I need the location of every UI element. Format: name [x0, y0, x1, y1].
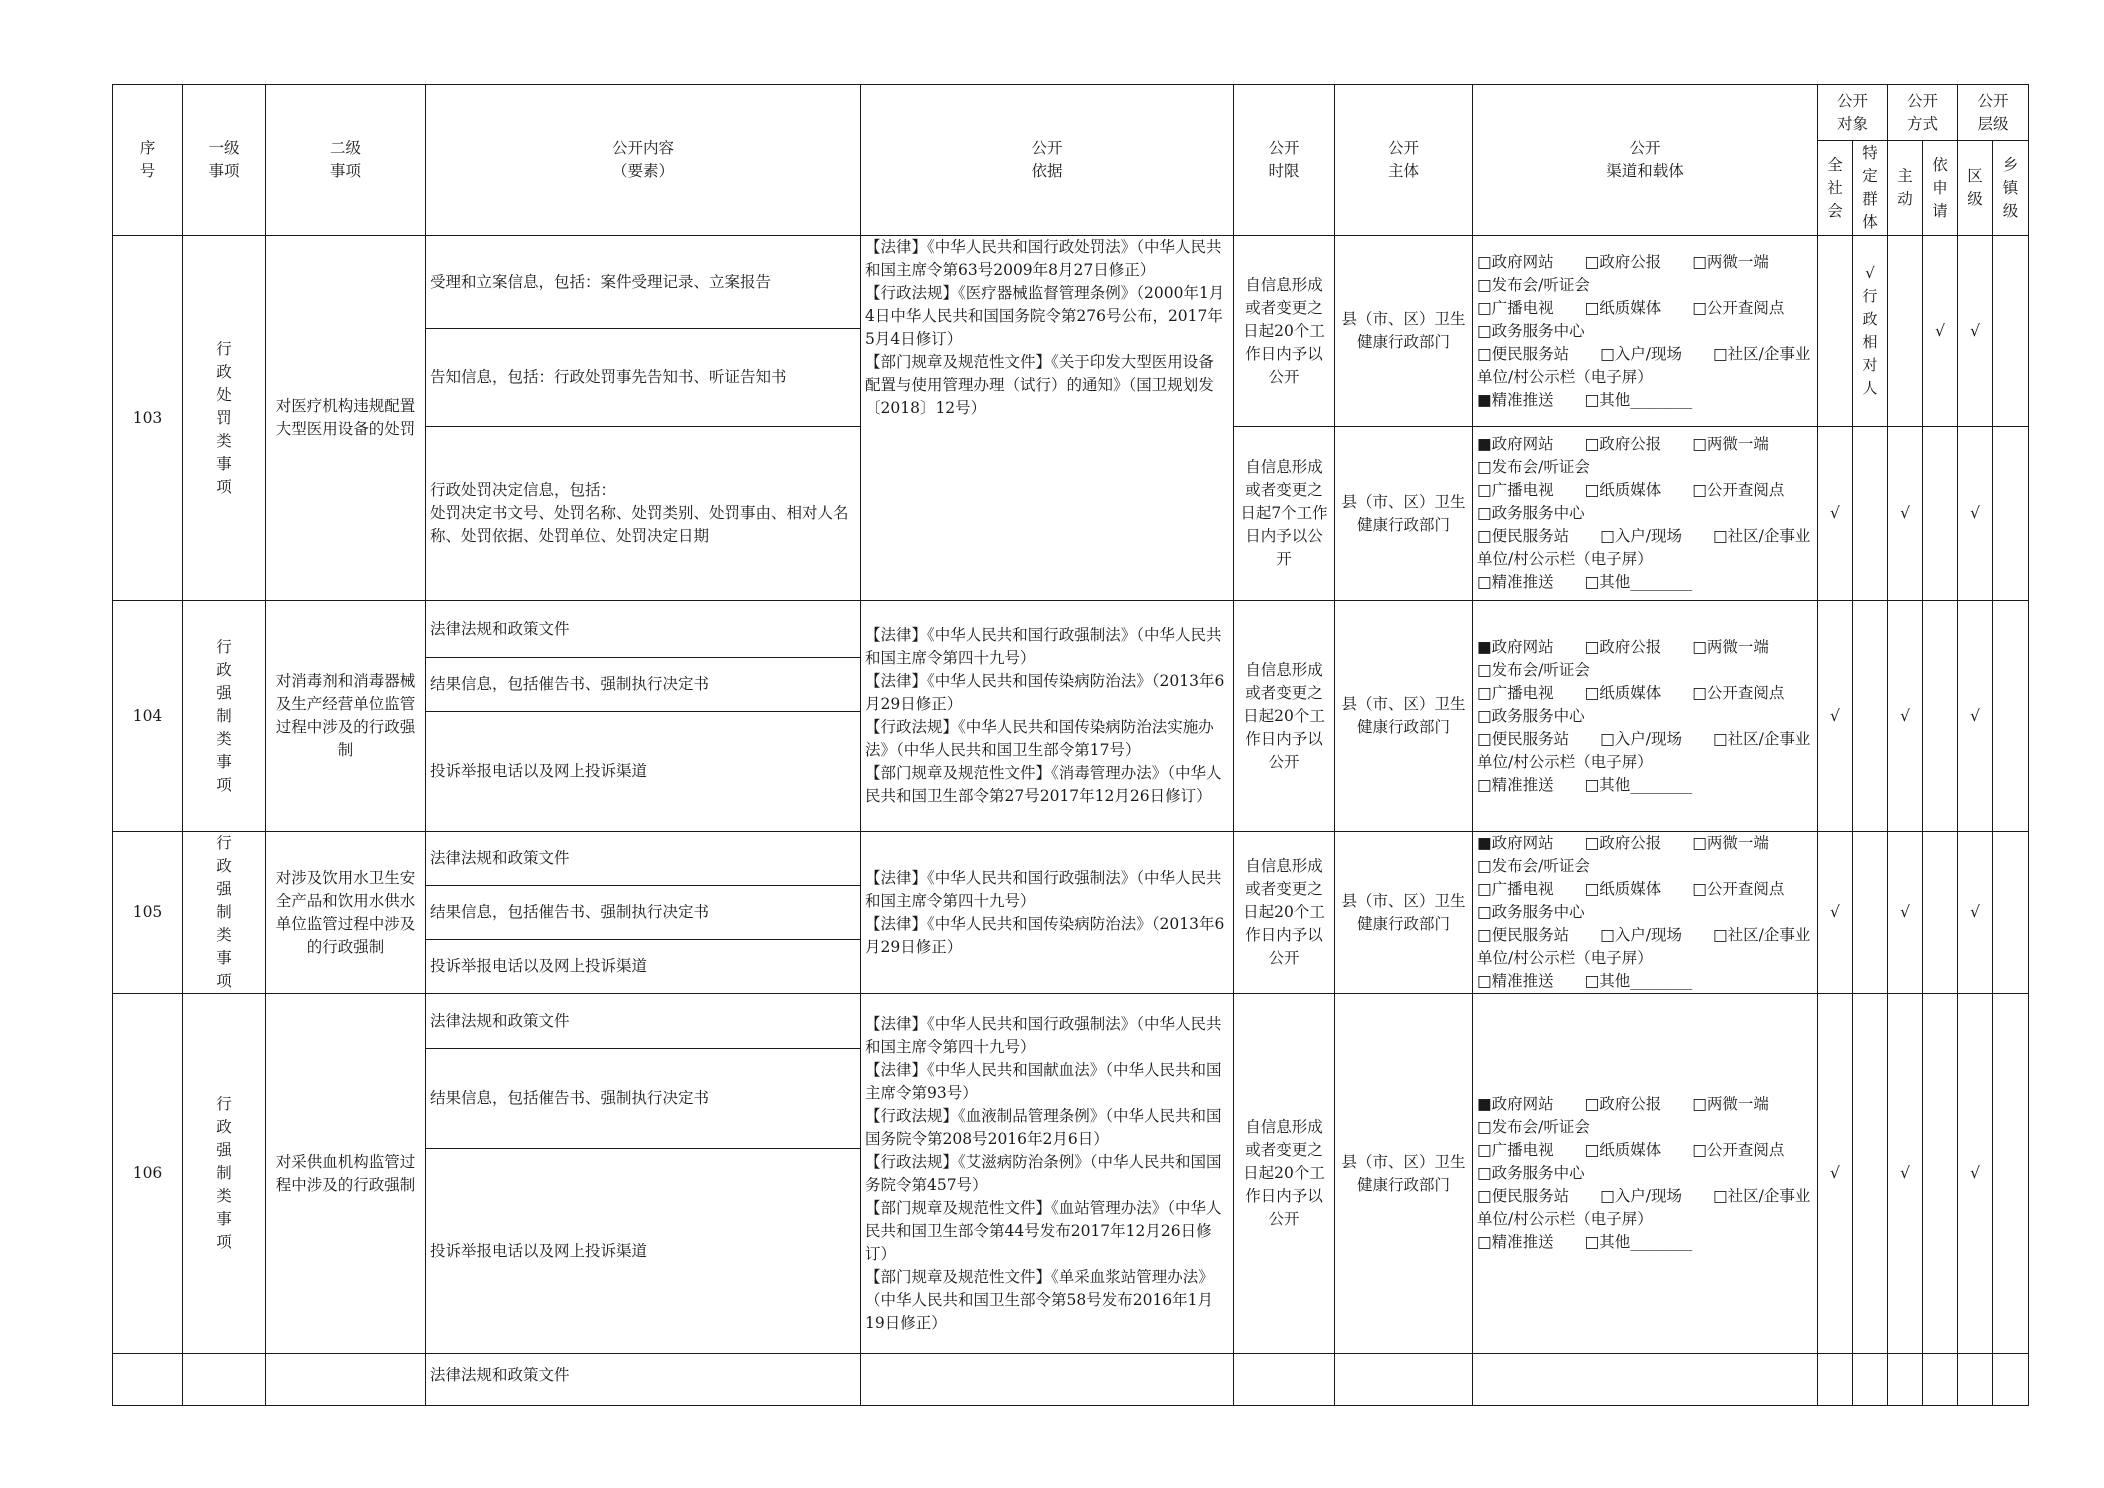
mark-lvl-town	[1993, 832, 2029, 994]
row-content: 结果信息，包括催告书、强制执行决定书	[426, 1049, 861, 1149]
row-content: 结果信息，包括催告书、强制执行决定书	[426, 658, 861, 712]
header-time-limit: 公开 时限	[1234, 85, 1335, 236]
header-subject: 公开 主体	[1335, 85, 1473, 236]
header-seq: 序 号	[113, 85, 183, 236]
row-time-limit: 自信息形成或者变更之日起20个工作日内予以公开	[1234, 994, 1335, 1354]
row-content: 法律法规和政策文件	[426, 994, 861, 1049]
row-content: 法律法规和政策文件	[426, 601, 861, 658]
header-basis: 公开 依据	[861, 85, 1234, 236]
header-mode-group: 公开 方式	[1888, 85, 1958, 141]
table-row	[113, 236, 2029, 329]
row-content: 行政处罚决定信息，包括： 处罚决定书文号、处罚名称、处罚类别、处罚事由、相对人名称、处罚依据、处罚单位、处罚决定日期	[426, 427, 861, 601]
mark-lvl-town	[1993, 601, 2029, 832]
mark-lvl-town	[1993, 427, 2029, 601]
header-obj-all: 全社会	[1827, 155, 1843, 220]
mark-obj-all: √	[1818, 994, 1853, 1354]
mark-lvl-district: √	[1958, 832, 1993, 994]
mark-lvl-district: √	[1958, 601, 1993, 832]
row-time-limit: 自信息形成或者变更之日起20个工作日内予以公开	[1234, 832, 1335, 994]
row-basis: 【法律】《中华人民共和国行政强制法》（中华人民共和国主席令第四十九号） 【法律】《中华人民共和国献血法》（中华人民共和国主席令第93号） 【行政法规】《血液制品管理条例》（中华人民共和国国务院令第208号2016年2月6日） 【行政法规】《艾滋病防治条例》（中华人民共和国国务院令第457号） 【部门规章及规范性文件】《血站管理办法》（中华人民共和国卫生部令第44号发布2017年12月26日修订） 【部门规章及规范性文件】《单采血浆站管理办法》（中华人民共和国卫生部令第58号发布2016年1月19日修正）	[861, 994, 1234, 1354]
row-seq: 104	[113, 601, 183, 832]
row-subject: 县（市、区）卫生健康行政部门	[1335, 832, 1473, 994]
row-time-limit: 自信息形成或者变更之日起20个工作日内予以公开	[1234, 601, 1335, 832]
mark-obj-all: √	[1818, 601, 1853, 832]
header-object-group: 公开 对象	[1818, 85, 1888, 141]
row-subject: 县（市、区）卫生健康行政部门	[1335, 601, 1473, 832]
table-row	[113, 832, 2029, 886]
row-level1: 行政强制类事项	[216, 1095, 232, 1251]
header-mode-apply: 依申请	[1932, 155, 1948, 220]
mark-mode-active: √	[1888, 832, 1923, 994]
table-row	[113, 601, 2029, 658]
mark-mode-apply: √	[1923, 236, 1958, 427]
row-level2: 对消毒剂和消毒器械及生产经营单位监管过程中涉及的行政强制	[266, 601, 426, 832]
mark-obj-specific	[1853, 994, 1888, 1354]
table-row-partial	[113, 1354, 2029, 1406]
row-content: 受理和立案信息，包括：案件受理记录、立案报告	[426, 236, 861, 329]
mark-obj-specific	[1853, 601, 1888, 832]
mark-lvl-district: √	[1958, 994, 1993, 1354]
row-content: 法律法规和政策文件	[426, 832, 861, 886]
mark-mode-apply	[1923, 994, 1958, 1354]
row-channel: ■政府网站 □政府公报 □两微一端 □发布会/听证会 □广播电视 □纸质媒体 □公开查阅点 □政务服务中心 □便民服务站 □入户/现场 □社区/企事业单位/村公示栏（电子屏） □精准推送 □其他________	[1473, 832, 1818, 994]
row-time-limit: 自信息形成或者变更之日起20个工作日内予以公开	[1234, 236, 1335, 427]
mark-lvl-town	[1993, 994, 2029, 1354]
header-channel: 公开 渠道和载体	[1473, 85, 1818, 236]
row-level2: 对涉及饮用水卫生安全产品和饮用水供水单位监管过程中涉及的行政强制	[266, 832, 426, 994]
row-channel: □政府网站 □政府公报 □两微一端 □发布会/听证会 □广播电视 □纸质媒体 □公开查阅点 □政务服务中心 □便民服务站 □入户/现场 □社区/企事业单位/村公示栏（电子屏） ■精准推送 □其他________	[1473, 236, 1818, 427]
row-level2: 对采供血机构监管过程中涉及的行政强制	[266, 994, 426, 1354]
row-content: 法律法规和政策文件	[426, 1354, 861, 1406]
row-subject: 县（市、区）卫生健康行政部门	[1335, 236, 1473, 427]
row-channel: ■政府网站 □政府公报 □两微一端 □发布会/听证会 □广播电视 □纸质媒体 □公开查阅点 □政务服务中心 □便民服务站 □入户/现场 □社区/企事业单位/村公示栏（电子屏） □精准推送 □其他________	[1473, 427, 1818, 601]
row-seq: 105	[113, 832, 183, 994]
header-level1: 一级 事项	[183, 85, 266, 236]
mark-obj-all	[1818, 236, 1853, 427]
mark-mode-apply	[1923, 601, 1958, 832]
row-time-limit: 自信息形成或者变更之日起7个工作日内予以公开	[1234, 427, 1335, 601]
row-channel: ■政府网站 □政府公报 □两微一端 □发布会/听证会 □广播电视 □纸质媒体 □公开查阅点 □政务服务中心 □便民服务站 □入户/现场 □社区/企事业单位/村公示栏（电子屏） □精准推送 □其他________	[1473, 994, 1818, 1354]
row-content: 投诉举报电话以及网上投诉渠道	[426, 1149, 861, 1354]
header-lvl-district: 区级	[1967, 167, 1983, 208]
mark-obj-all: √	[1818, 427, 1853, 601]
disclosure-table	[112, 84, 2029, 1406]
mark-mode-apply	[1923, 427, 1958, 601]
row-content: 投诉举报电话以及网上投诉渠道	[426, 940, 861, 994]
row-basis: 【法律】《中华人民共和国行政强制法》（中华人民共和国主席令第四十九号） 【法律】《中华人民共和国传染病防治法》（2013年6月29日修正）	[861, 832, 1234, 994]
mark-mode-active: √	[1888, 427, 1923, 601]
row-channel: ■政府网站 □政府公报 □两微一端 □发布会/听证会 □广播电视 □纸质媒体 □公开查阅点 □政务服务中心 □便民服务站 □入户/现场 □社区/企事业单位/村公示栏（电子屏） □精准推送 □其他________	[1473, 601, 1818, 832]
row-seq: 106	[113, 994, 183, 1354]
header-level2: 二级 事项	[266, 85, 426, 236]
row-level2: 对医疗机构违规配置大型医用设备的处罚	[266, 236, 426, 601]
mark-mode-active: √	[1888, 601, 1923, 832]
mark-mode-active: √	[1888, 994, 1923, 1354]
row-basis: 【法律】《中华人民共和国行政处罚法》（中华人民共和国主席令第63号2009年8月27日修正） 【行政法规】《医疗器械监督管理条例》（2000年1月4日中华人民共和国国务院令第276号公布，2017年5月4日修订） 【部门规章及规范性文件】《关于印发大型医用设备配置与使用管理办理（试行）的通知》（国卫规划发〔2018〕12号）	[861, 236, 1234, 601]
header-content: 公开内容 （要素）	[426, 85, 861, 236]
row-level1: 行政强制类事项	[216, 834, 232, 990]
mark-obj-specific: √行政相对人	[1862, 264, 1878, 397]
mark-lvl-district: √	[1958, 427, 1993, 601]
header-obj-specific: 特定群体	[1862, 144, 1878, 231]
mark-obj-all: √	[1818, 832, 1853, 994]
mark-lvl-town	[1993, 236, 2029, 427]
mark-lvl-district: √	[1958, 236, 1993, 427]
row-seq: 103	[113, 236, 183, 601]
header-level-group: 公开 层级	[1958, 85, 2029, 141]
mark-obj-specific	[1853, 427, 1888, 601]
row-subject: 县（市、区）卫生健康行政部门	[1335, 427, 1473, 601]
table-row	[113, 994, 2029, 1049]
row-content: 告知信息，包括：行政处罚事先告知书、听证告知书	[426, 329, 861, 427]
row-basis: 【法律】《中华人民共和国行政强制法》（中华人民共和国主席令第四十九号） 【法律】《中华人民共和国传染病防治法》（2013年6月29日修正） 【行政法规】《中华人民共和国传染病防治法实施办法》（中华人民共和国卫生部令第17号） 【部门规章及规范性文件】《消毒管理办法》（中华人民共和国卫生部令第27号2017年12月26日修订）	[861, 601, 1234, 832]
header-mode-active: 主动	[1897, 167, 1913, 208]
row-subject: 县（市、区）卫生健康行政部门	[1335, 994, 1473, 1354]
row-level1: 行政处罚类事项	[216, 339, 232, 496]
row-content: 投诉举报电话以及网上投诉渠道	[426, 712, 861, 832]
header-row-top	[113, 85, 2029, 141]
row-content: 结果信息，包括催告书、强制执行决定书	[426, 886, 861, 940]
header-lvl-town: 乡镇级	[2002, 155, 2019, 220]
row-level1: 行政强制类事项	[216, 637, 232, 794]
mark-obj-specific	[1853, 832, 1888, 994]
mark-mode-apply	[1923, 832, 1958, 994]
mark-mode-active	[1888, 236, 1923, 427]
